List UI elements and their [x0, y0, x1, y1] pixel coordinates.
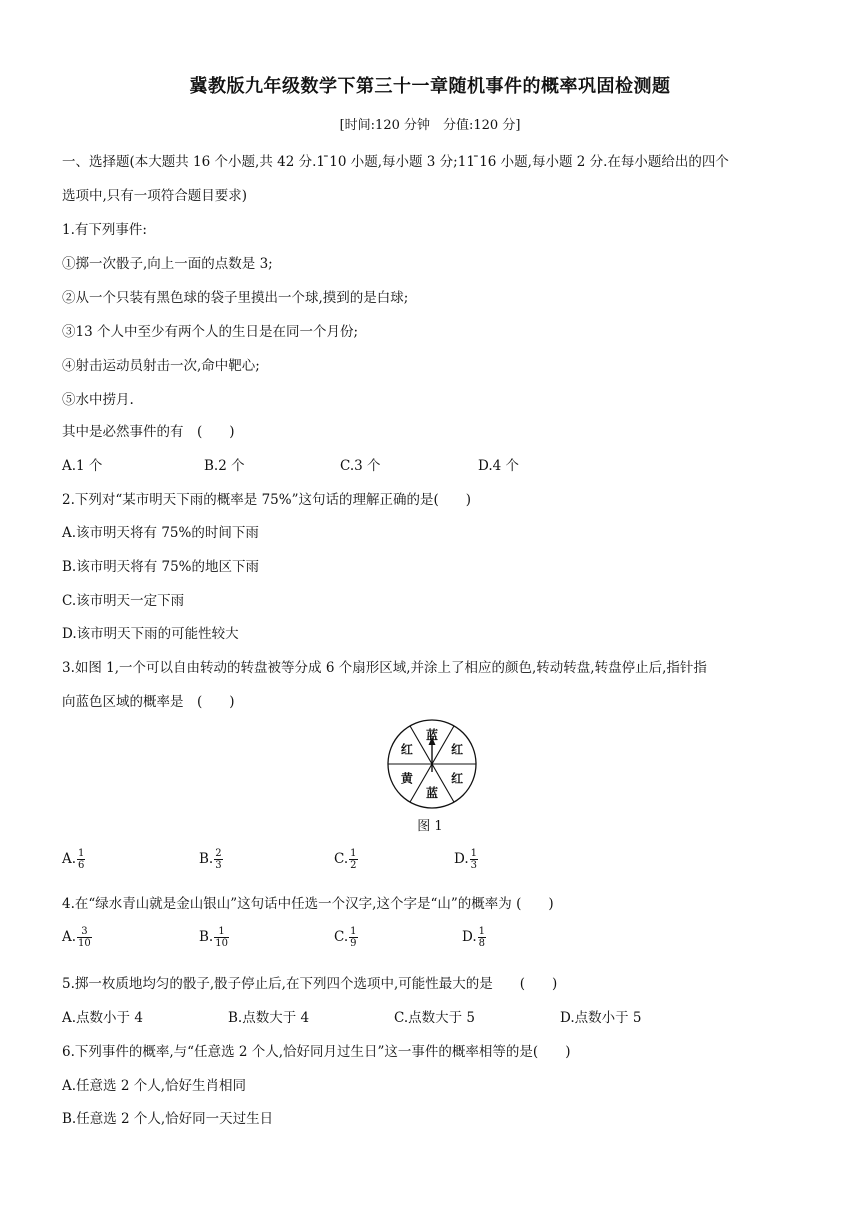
spinner-sector-label: 红: [451, 771, 464, 786]
q1-option-d[interactable]: D.4 个: [478, 458, 520, 474]
q2-option-c[interactable]: C.该市明天一定下雨: [62, 593, 185, 609]
fraction-denominator: 3: [470, 860, 478, 871]
q4-option-b-fraction: [214, 926, 229, 949]
q3-option-b-letter: B.: [199, 851, 214, 867]
q1-option-b[interactable]: B.2 个: [204, 458, 245, 474]
q3-option-b[interactable]: [199, 848, 223, 871]
q5-option-a[interactable]: A.点数小于 4: [62, 1010, 143, 1026]
q4-option-d-letter: D.: [462, 929, 477, 945]
q1-option-a[interactable]: A.1 个: [62, 458, 103, 474]
q2-option-d[interactable]: D.该市明天下雨的可能性较大: [62, 626, 239, 642]
spinner-sector-label: 蓝: [425, 786, 439, 800]
q3-option-a[interactable]: [62, 848, 85, 871]
q2-option-a[interactable]: A.该市明天将有 75%的时间下雨: [62, 525, 259, 541]
q6-option-a[interactable]: A.任意选 2 个人,恰好生肖相同: [62, 1078, 247, 1094]
q3-stem-line2: 向蓝色区域的概率是 ( ): [62, 694, 235, 710]
q3-option-a-letter: A.: [62, 851, 77, 867]
section-instructions-line2: 选项中,只有一项符合题目要求): [62, 188, 248, 204]
q6-stem: 6.下列事件的概率,与“任意选 2 个人,恰好同月过生日”这一事件的概率相等的是( ): [62, 1044, 571, 1060]
q3-option-c-fraction: [349, 848, 357, 871]
q5-option-b[interactable]: B.点数大于 4: [228, 1010, 310, 1026]
fraction-denominator: 9: [350, 938, 357, 949]
fraction-numerator: 1: [470, 848, 478, 859]
q1-item-3: ③13 个人中至少有两个人的生日是在同一个月份;: [62, 324, 359, 340]
spinner-diagram: [386, 718, 478, 810]
q4-option-a-letter: A.: [62, 929, 77, 945]
q5-option-c[interactable]: C.点数大于 5: [394, 1010, 476, 1026]
section-instructions-line1: 一、选择题(本大题共 16 个小题,共 42 分.1 ̄10 小题,每小题 3 分;11 ̄16 小题,每小题 2 分.在每小题给出的四个: [62, 154, 729, 170]
q1-item-1: ①掷一次骰子,向上一面的点数是 3;: [62, 256, 273, 272]
fraction-denominator: 8: [478, 938, 486, 949]
figure-caption: 图 1: [417, 819, 443, 834]
fraction-numerator: 3: [77, 926, 92, 938]
q3-option-b-fraction: [214, 848, 222, 871]
page-title: 冀教版九年级数学下第三十一章随机事件的概率巩固检测题: [189, 76, 671, 97]
q4-stem: 4.在“绿水青山就是金山银山”这句话中任选一个汉字,这个字是“山”的概率为 ( ): [62, 896, 554, 912]
q1-stem: 1.有下列事件:: [62, 222, 147, 238]
fraction-denominator: 2: [350, 860, 357, 871]
q1-option-c[interactable]: C.3 个: [340, 458, 381, 474]
fraction-denominator: 10: [78, 938, 91, 949]
q4-option-a-fraction: [77, 926, 92, 949]
q1-item-2: ②从一个只装有黑色球的袋子里摸出一个球,摸到的是白球;: [62, 290, 409, 306]
q5-option-d[interactable]: D.点数小于 5: [560, 1010, 642, 1026]
q4-option-c[interactable]: [334, 926, 358, 949]
fraction-numerator: 1: [350, 926, 357, 937]
q3-option-d[interactable]: [454, 848, 478, 871]
spinner-sector-label: 黄: [400, 771, 413, 786]
fraction-numerator: 1: [214, 926, 229, 938]
q2-stem: 2.下列对“某市明天下雨的概率是 75%”这句话的理解正确的是( ): [62, 492, 472, 508]
exam-info: [时间:120 分钟 分值:120 分]: [339, 118, 521, 133]
fraction-numerator: 1: [78, 848, 85, 859]
q4-option-a[interactable]: [62, 926, 92, 949]
q1-item-5: ⑤水中捞月.: [62, 392, 134, 408]
q1-question: 其中是必然事件的有 ( ): [62, 424, 235, 440]
q4-option-c-letter: C.: [334, 929, 349, 945]
q3-option-a-fraction: [77, 848, 85, 871]
q4-option-b-letter: B.: [199, 929, 214, 945]
fraction-denominator: 3: [215, 860, 222, 871]
spinner-sector-label: 红: [400, 742, 413, 757]
fraction-denominator: 10: [215, 938, 228, 949]
fraction-numerator: 1: [350, 848, 357, 859]
q6-option-b[interactable]: B.任意选 2 个人,恰好同一天过生日: [62, 1111, 274, 1127]
q3-option-c[interactable]: [334, 848, 358, 871]
q1-item-4: ④射击运动员射击一次,命中靶心;: [62, 358, 260, 374]
fraction-numerator: 1: [478, 926, 486, 937]
spinner-sector-label: 蓝: [425, 728, 439, 742]
fraction-numerator: 2: [215, 848, 222, 859]
q2-option-b[interactable]: B.该市明天将有 75%的地区下雨: [62, 559, 260, 575]
q5-stem: 5.掷一枚质地均匀的骰子,骰子停止后,在下列四个选项中,可能性最大的是 ( ): [62, 976, 558, 992]
q3-option-d-fraction: [470, 848, 478, 871]
q4-option-d-fraction: [478, 926, 486, 949]
spinner-figure: [386, 718, 478, 810]
fraction-denominator: 6: [78, 860, 85, 871]
spinner-sector-label: 红: [451, 742, 464, 757]
q4-option-d[interactable]: [462, 926, 486, 949]
q3-option-c-letter: C.: [334, 851, 349, 867]
q4-option-c-fraction: [349, 926, 357, 949]
q3-option-d-letter: D.: [454, 851, 469, 867]
q3-stem-line1: 3.如图 1,一个可以自由转动的转盘被等分成 6 个扇形区域,并涂上了相应的颜色,转动转盘,转盘停止后,指针指: [62, 660, 707, 676]
q4-option-b[interactable]: [199, 926, 229, 949]
